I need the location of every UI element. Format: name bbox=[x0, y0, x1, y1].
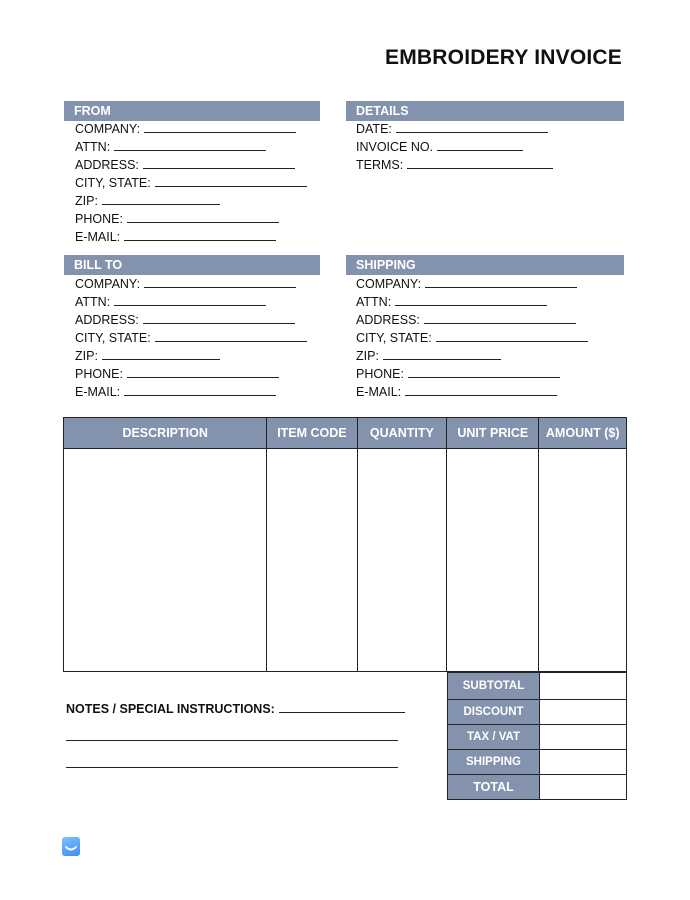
field-line[interactable] bbox=[407, 156, 553, 169]
subtotal-value[interactable] bbox=[540, 673, 627, 700]
bill-to-company-field[interactable] bbox=[75, 275, 307, 293]
shipping-total-row bbox=[448, 750, 627, 775]
bill-to-city-state-field[interactable] bbox=[75, 329, 307, 347]
from-fields bbox=[75, 120, 307, 246]
field-line[interactable] bbox=[405, 383, 557, 396]
discount-label: DISCOUNT bbox=[448, 700, 540, 725]
field-label: ADDRESS: bbox=[75, 158, 139, 172]
bill-to-attn-field[interactable] bbox=[75, 293, 307, 311]
amount-cell[interactable] bbox=[539, 449, 627, 672]
unit-price-cell[interactable] bbox=[447, 449, 539, 672]
field-line[interactable] bbox=[124, 228, 276, 241]
field-label: DATE: bbox=[356, 122, 392, 136]
from-city-state-field[interactable] bbox=[75, 174, 307, 192]
discount-value[interactable] bbox=[540, 700, 627, 725]
field-label: ADDRESS: bbox=[75, 313, 139, 327]
field-label: TERMS: bbox=[356, 158, 404, 172]
details-fields bbox=[356, 120, 553, 174]
field-label: CITY, STATE: bbox=[75, 331, 151, 345]
field-line[interactable] bbox=[143, 156, 295, 169]
notes-line-3[interactable] bbox=[66, 767, 398, 768]
field-label: PHONE: bbox=[356, 367, 404, 381]
shipping-zip-field[interactable] bbox=[356, 347, 588, 365]
field-line[interactable] bbox=[102, 347, 220, 360]
field-line[interactable] bbox=[114, 138, 266, 151]
field-label: ZIP: bbox=[75, 349, 98, 363]
notes-label: NOTES / SPECIAL INSTRUCTIONS: bbox=[66, 702, 275, 716]
bill-to-address-field[interactable] bbox=[75, 311, 307, 329]
field-label: CITY, STATE: bbox=[75, 176, 151, 190]
total-label: TOTAL bbox=[448, 775, 540, 800]
shipping-total-label: SHIPPING bbox=[448, 750, 540, 775]
from-attn-field[interactable] bbox=[75, 138, 307, 156]
field-label: CITY, STATE: bbox=[356, 331, 432, 345]
field-line[interactable] bbox=[114, 293, 266, 306]
tax-label: TAX / VAT bbox=[448, 725, 540, 750]
details-date-field[interactable] bbox=[356, 120, 553, 138]
field-label: PHONE: bbox=[75, 212, 123, 226]
field-line[interactable] bbox=[155, 174, 307, 187]
shipping-city-state-field[interactable] bbox=[356, 329, 588, 347]
field-line[interactable] bbox=[155, 329, 307, 342]
col-item-code-header: ITEM CODE bbox=[267, 418, 357, 449]
items-header-row bbox=[64, 418, 627, 449]
bill-to-header: BILL TO bbox=[64, 255, 320, 275]
bill-to-zip-field[interactable] bbox=[75, 347, 307, 365]
field-label: ADDRESS: bbox=[356, 313, 420, 327]
from-address-field[interactable] bbox=[75, 156, 307, 174]
total-row bbox=[448, 775, 627, 800]
bill-to-fields bbox=[75, 275, 307, 401]
description-cell[interactable] bbox=[64, 449, 267, 672]
items-table bbox=[63, 417, 627, 672]
shipping-address-field[interactable] bbox=[356, 311, 588, 329]
notes-field[interactable] bbox=[66, 700, 405, 716]
item-code-cell[interactable] bbox=[267, 449, 357, 672]
notes-line-2[interactable] bbox=[66, 740, 398, 741]
col-quantity-header: QUANTITY bbox=[357, 418, 447, 449]
shipping-attn-field[interactable] bbox=[356, 293, 588, 311]
bill-to-phone-field[interactable] bbox=[75, 365, 307, 383]
field-line[interactable] bbox=[124, 383, 276, 396]
shipping-header: SHIPPING bbox=[346, 255, 624, 275]
field-line[interactable] bbox=[127, 365, 279, 378]
col-unit-price-header: UNIT PRICE bbox=[447, 418, 539, 449]
from-zip-field[interactable] bbox=[75, 192, 307, 210]
shipping-phone-field[interactable] bbox=[356, 365, 588, 383]
field-label: ZIP: bbox=[356, 349, 379, 363]
field-label: ATTN: bbox=[356, 295, 392, 309]
total-value[interactable] bbox=[540, 775, 627, 800]
field-line[interactable] bbox=[143, 311, 295, 324]
field-line[interactable] bbox=[408, 365, 560, 378]
notes-line[interactable] bbox=[279, 700, 405, 713]
field-line[interactable] bbox=[396, 120, 548, 133]
subtotal-row bbox=[448, 673, 627, 700]
field-label: E-MAIL: bbox=[75, 230, 121, 244]
field-label: ATTN: bbox=[75, 140, 111, 154]
field-label: E-MAIL: bbox=[356, 385, 402, 399]
from-email-field[interactable] bbox=[75, 228, 307, 246]
subtotal-label: SUBTOTAL bbox=[448, 673, 540, 700]
brand-logo-icon bbox=[62, 837, 80, 856]
brand-logo-mark bbox=[62, 837, 80, 856]
invoice-title: EMBROIDERY INVOICE bbox=[385, 46, 622, 69]
field-label: PHONE: bbox=[75, 367, 123, 381]
from-company-field[interactable] bbox=[75, 120, 307, 138]
discount-row bbox=[448, 700, 627, 725]
field-line[interactable] bbox=[144, 120, 296, 133]
from-phone-field[interactable] bbox=[75, 210, 307, 228]
shipping-fields bbox=[356, 275, 588, 401]
field-line[interactable] bbox=[102, 192, 220, 205]
bill-to-email-field[interactable] bbox=[75, 383, 307, 401]
totals-table bbox=[447, 672, 627, 800]
field-line[interactable] bbox=[395, 293, 547, 306]
shipping-total-value[interactable] bbox=[540, 750, 627, 775]
field-line[interactable] bbox=[437, 138, 523, 151]
field-line[interactable] bbox=[425, 275, 577, 288]
from-header: FROM bbox=[64, 101, 320, 121]
tax-row bbox=[448, 725, 627, 750]
details-terms-field[interactable] bbox=[356, 156, 553, 174]
field-line[interactable] bbox=[127, 210, 279, 223]
field-label: COMPANY: bbox=[356, 277, 422, 291]
field-label: ATTN: bbox=[75, 295, 111, 309]
details-invoice-no-field[interactable] bbox=[356, 138, 553, 156]
field-line[interactable] bbox=[144, 275, 296, 288]
items-body-row bbox=[64, 449, 627, 672]
col-amount-header: AMOUNT ($) bbox=[539, 418, 627, 449]
shipping-company-field[interactable] bbox=[356, 275, 588, 293]
details-header: DETAILS bbox=[346, 101, 624, 121]
field-line[interactable] bbox=[436, 329, 588, 342]
shipping-email-field[interactable] bbox=[356, 383, 588, 401]
field-line[interactable] bbox=[424, 311, 576, 324]
quantity-cell[interactable] bbox=[357, 449, 447, 672]
field-label: E-MAIL: bbox=[75, 385, 121, 399]
field-label: COMPANY: bbox=[75, 122, 141, 136]
field-line[interactable] bbox=[383, 347, 501, 360]
field-label: COMPANY: bbox=[75, 277, 141, 291]
tax-value[interactable] bbox=[540, 725, 627, 750]
field-label: ZIP: bbox=[75, 194, 98, 208]
field-label: INVOICE NO. bbox=[356, 140, 434, 154]
col-description-header: DESCRIPTION bbox=[64, 418, 267, 449]
